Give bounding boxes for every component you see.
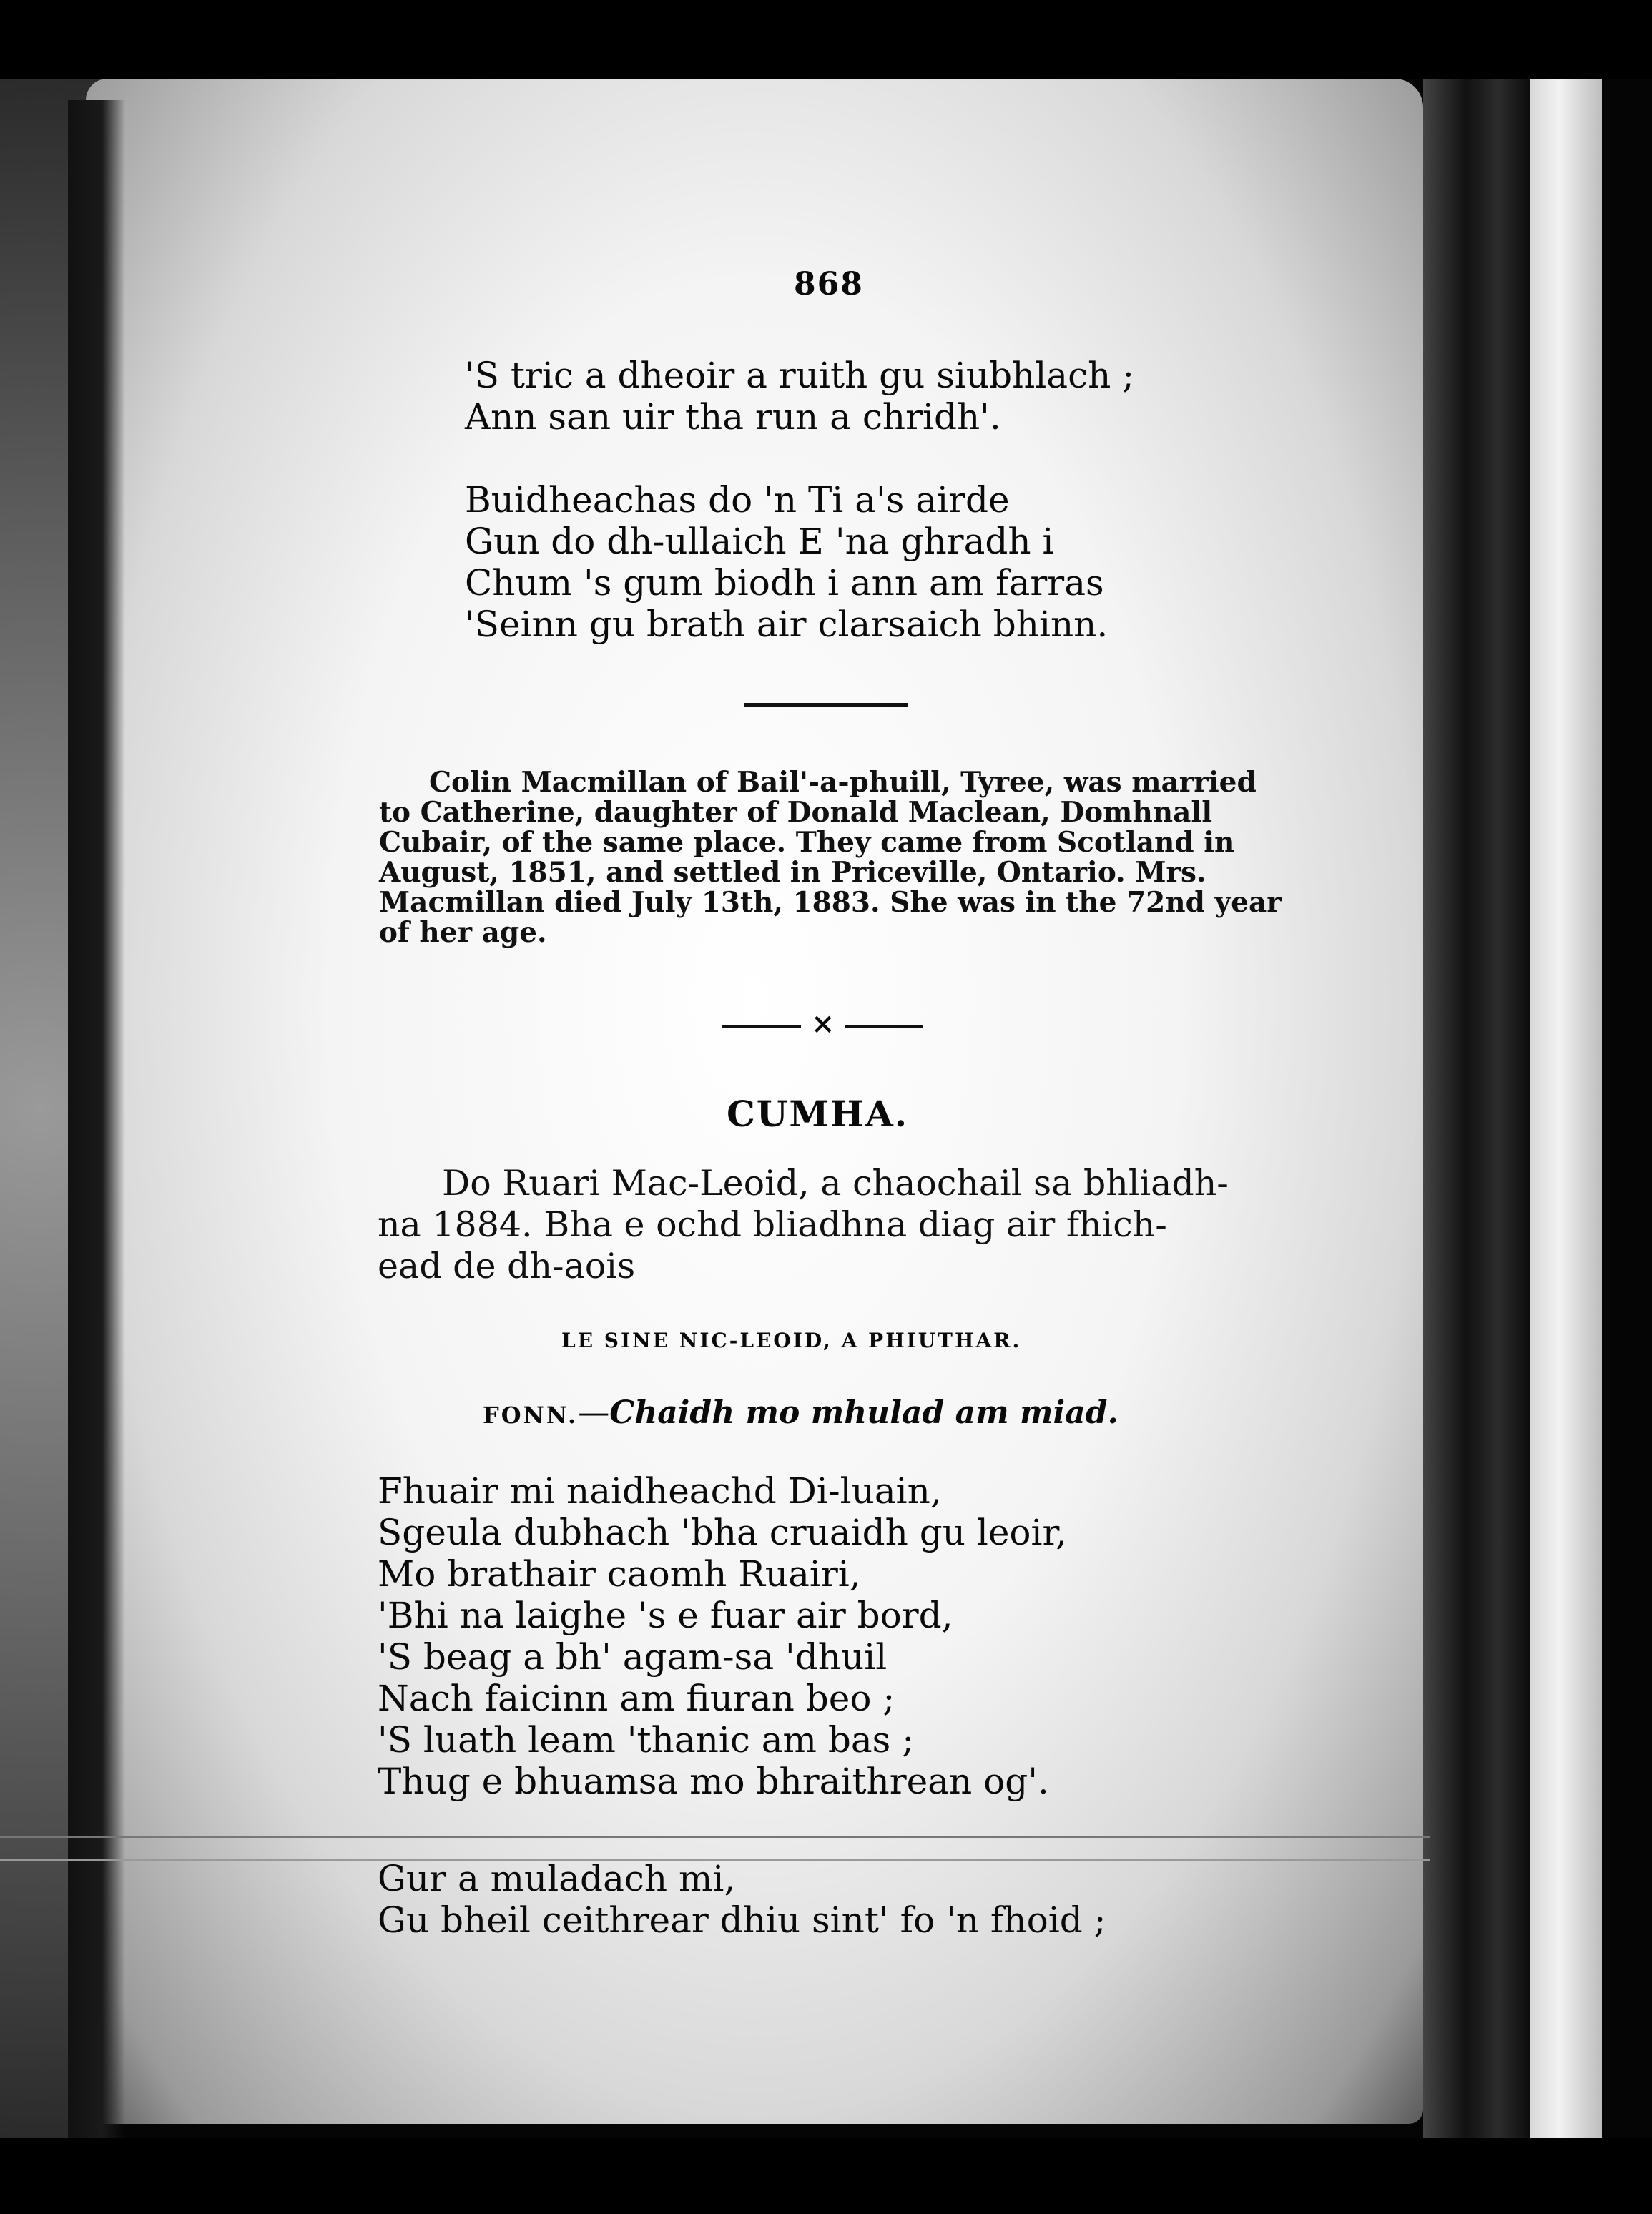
verse-line: 'S beag a bh' agam-sa 'dhuil: [378, 1636, 888, 1678]
page-number: 868: [794, 266, 864, 302]
poem-title: CUMHA.: [727, 1093, 909, 1135]
verse-line: 'S tric a dheoir a ruith gu siubhlach ;: [465, 355, 1135, 396]
verse-line: 'Seinn gu brath air clarsaich bhinn.: [465, 604, 1108, 645]
verse-line: 'S luath leam 'thanic am bas ;: [378, 1719, 915, 1761]
intro-line: na 1884. Bha e ochd bliadhna diag air fhich-: [378, 1204, 1167, 1245]
note-line: Macmillan died July 13th, 1883. She was in the 72nd year: [379, 886, 1282, 919]
ornament-divider: [722, 1007, 923, 1040]
verse-line: Buidheachas do 'n Ti a's airde: [465, 479, 1010, 521]
verse-line: Gur a muladach mi,: [378, 1858, 736, 1899]
verse-line: Nach faicinn am fiuran beo ;: [378, 1678, 895, 1719]
ornament-cross: ×: [810, 1007, 835, 1040]
stanza-4: [378, 1858, 1106, 1941]
note-line: Cubair, of the same place. They came from Scotland in: [379, 826, 1235, 859]
verse-line: 'Bhi na laighe 's e fuar air bord,: [378, 1595, 953, 1636]
stanza-2: [465, 479, 1108, 645]
page-edge-shadow: [1423, 29, 1530, 2174]
verse-line: Gu bheil ceithrear dhiu sint' fo 'n fhoid ;: [378, 1899, 1106, 1941]
intro-line: Do Ruari Mac-Leoid, a chaochail sa bhliadh-: [442, 1163, 1229, 1204]
ornament-dash: [722, 1025, 801, 1028]
verse-line: Sgeula dubhach 'bha cruaidh gu leoir,: [378, 1512, 1067, 1553]
scan-line-artifact: [0, 1836, 1430, 1838]
section-divider: [744, 703, 908, 707]
note-line: August, 1851, and settled in Priceville, Ontario. Mrs.: [379, 856, 1206, 889]
tune-name: Chaidh mo mhulad am miad.: [609, 1394, 1118, 1431]
verse-line: Fhuair mi naidheachd Di-luain,: [378, 1470, 942, 1512]
verse-line: Ann san uir tha run a chridh'.: [465, 396, 1001, 438]
scan-bottom-border: [0, 2138, 1652, 2214]
next-page-edge: [1530, 21, 1602, 2138]
note-line: Colin Macmillan of Bail'-a-phuill, Tyree, was married: [429, 766, 1257, 799]
author-line: LE SINE NIC-LEOID, A PHIUTHAR.: [561, 1329, 1022, 1352]
poem-dedication: [378, 1163, 1272, 1287]
tune-label: FONN.: [483, 1402, 579, 1429]
stanza-1: [465, 355, 1134, 438]
note-line: of her age.: [379, 916, 547, 949]
intro-line: ead de dh-aois: [378, 1246, 636, 1286]
stanza-3: [378, 1470, 1067, 1802]
verse-line: Mo brathair caomh Ruairi,: [378, 1553, 861, 1595]
biographical-note: [379, 766, 1282, 949]
tune-line: [483, 1394, 1118, 1431]
tune-dash: —: [578, 1394, 610, 1431]
ornament-dash: [845, 1025, 923, 1028]
scan-top-border: [0, 0, 1652, 79]
verse-line: Thug e bhuamsa mo bhraithrean og'.: [378, 1761, 1049, 1802]
verse-line: Gun do dh-ullaich E 'na ghradh i: [465, 521, 1054, 562]
note-line: to Catherine, daughter of Donald Maclean, Domhnall: [379, 796, 1213, 829]
page-gutter-shadow: [68, 100, 125, 2138]
verse-line: Chum 's gum biodh i ann am farras: [465, 562, 1104, 604]
